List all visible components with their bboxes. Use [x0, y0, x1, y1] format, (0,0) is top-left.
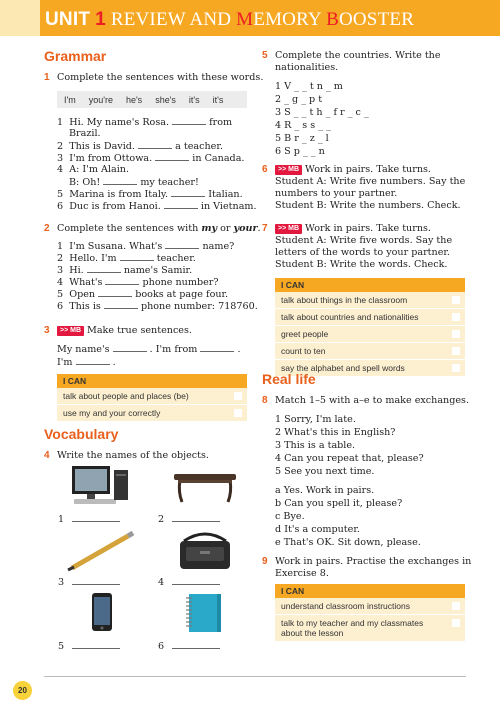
- answer-blank[interactable]: [172, 576, 220, 585]
- instruction: Student B: Write the numbers. Check.: [275, 200, 461, 211]
- answer-line: 2: [158, 513, 220, 525]
- ican-box: [57, 374, 247, 422]
- word: it's: [188, 94, 200, 105]
- answer-blank[interactable]: [104, 300, 138, 309]
- ican-row: use my and your correctly: [57, 405, 247, 422]
- answer-line: 6: [158, 640, 220, 652]
- list-item: 3 I'm from Ottowa. in Canada.: [57, 153, 245, 164]
- instruction: Student A: Write five words. Say the: [275, 235, 453, 246]
- list-item: 5 See you next time.: [275, 466, 375, 477]
- word-box: [57, 91, 247, 108]
- ican-row: talk about countries and nationalities: [275, 309, 465, 326]
- question-number: 6: [262, 164, 268, 175]
- instruction: nationalities.: [275, 62, 339, 73]
- answer-line: 1: [58, 513, 120, 525]
- pencil-icon: [66, 530, 136, 572]
- answer-blank[interactable]: [98, 288, 132, 297]
- unit-word: UNIT: [45, 9, 91, 30]
- list-item: 3 This is a table.: [275, 440, 356, 451]
- page-title: [45, 9, 414, 31]
- header-tab: [0, 0, 40, 36]
- list-item: 4 A: I'm Alain.: [57, 164, 130, 175]
- answer-blank[interactable]: [103, 176, 137, 185]
- list-item: 4 What's phone number?: [57, 277, 219, 288]
- instruction: Student A: Write five numbers. Say the: [275, 176, 466, 187]
- unit-number: 1: [95, 9, 106, 30]
- list-item: I'm .: [57, 357, 116, 368]
- list-item: 1 Hi. My name's Rosa. from: [57, 117, 233, 128]
- phone-icon: [91, 592, 113, 632]
- checkbox[interactable]: [452, 330, 460, 338]
- instruction: Complete the sentences with my or your.: [57, 223, 261, 234]
- computer-icon: [70, 464, 132, 506]
- ican-row: talk to my teacher and my classmates about the lesson: [275, 615, 465, 642]
- title-part: B: [326, 9, 339, 30]
- bag-icon: [174, 527, 236, 573]
- word: she's: [155, 94, 176, 105]
- title-part: EMORY: [253, 9, 327, 30]
- ican-box: [275, 584, 465, 642]
- answer-blank[interactable]: [105, 276, 139, 285]
- ican-header: I CAN: [57, 374, 247, 388]
- instruction: >> MB Work in pairs. Take turns.: [275, 164, 431, 176]
- answer-blank[interactable]: [164, 200, 198, 209]
- answer-blank[interactable]: [172, 513, 220, 522]
- list-item: 1 V _ _ t n _ m: [275, 81, 343, 92]
- list-item: 6 This is phone number: 718760.: [57, 301, 258, 312]
- instruction: Complete the countries. Write the: [275, 50, 441, 61]
- footer-rule: [44, 676, 466, 677]
- checkbox[interactable]: [452, 313, 460, 321]
- instruction: Match 1–5 with a–e to make exchanges.: [275, 395, 470, 406]
- answer-blank[interactable]: [138, 140, 172, 149]
- list-item: B: Oh! my teacher!: [69, 177, 199, 188]
- ican-row: talk about people and places (be): [57, 388, 247, 405]
- instruction: numbers to your partner.: [275, 188, 398, 199]
- answer-blank[interactable]: [72, 513, 120, 522]
- question-number: 9: [262, 556, 268, 567]
- page-number: 20: [13, 681, 32, 700]
- list-item: 6 Duc is from Hanoi. in Vietnam.: [57, 201, 257, 212]
- list-item: 4 Can you repeat that, please?: [275, 453, 424, 464]
- answer-blank[interactable]: [76, 356, 110, 365]
- question-number: 2: [44, 223, 50, 234]
- question-number: 4: [44, 450, 50, 461]
- vocabulary-title: Vocabulary: [44, 426, 119, 442]
- answer-blank[interactable]: [200, 343, 234, 352]
- list-item: 5 B r _ z _ l: [275, 133, 329, 144]
- answer-blank[interactable]: [165, 240, 199, 249]
- instruction: Student B: Write the words. Check.: [275, 259, 448, 270]
- list-item: 1 Sorry, I'm late.: [275, 414, 356, 425]
- ican-row: talk about things in the classroom: [275, 292, 465, 309]
- checkbox[interactable]: [452, 296, 460, 304]
- answer-line: 3: [58, 576, 120, 588]
- checkbox[interactable]: [452, 364, 460, 372]
- memory-booster-badge: >> MB: [275, 165, 302, 175]
- word: he's: [125, 94, 143, 105]
- instruction: letters of the words to your partner.: [275, 247, 450, 258]
- list-item: 4 R _ s s _ _: [275, 120, 331, 131]
- word: it's: [212, 94, 224, 105]
- answer-blank[interactable]: [172, 116, 206, 125]
- checkbox[interactable]: [452, 602, 460, 610]
- list-item: Brazil.: [69, 128, 101, 139]
- list-item: a Yes. Work in pairs.: [275, 485, 375, 496]
- table-icon: [172, 470, 238, 504]
- grammar-title: Grammar: [44, 48, 107, 64]
- list-item: 2 Hello. I'm teacher.: [57, 253, 196, 264]
- instruction: Complete the sentences with these words.: [57, 72, 264, 83]
- instruction: >> MB Make true sentences.: [57, 325, 192, 337]
- question-number: 1: [44, 72, 50, 83]
- question-number: 5: [262, 50, 268, 61]
- list-item: 3 Hi. name's Samir.: [57, 265, 193, 276]
- checkbox[interactable]: [234, 409, 242, 417]
- ican-header: I CAN: [275, 584, 465, 598]
- checkbox[interactable]: [234, 392, 242, 400]
- title-part: OOSTER: [338, 9, 415, 30]
- answer-blank[interactable]: [155, 152, 189, 161]
- ican-row: greet people: [275, 326, 465, 343]
- answer-blank[interactable]: [172, 640, 220, 649]
- answer-blank[interactable]: [113, 343, 147, 352]
- word: I'm: [64, 94, 76, 105]
- answer-blank[interactable]: [87, 264, 121, 273]
- ican-header: I CAN: [275, 278, 465, 292]
- list-item: 5 Marina is from Italy. Italian.: [57, 189, 243, 200]
- list-item: My name's . I'm from .: [57, 344, 241, 355]
- ican-row: count to ten: [275, 343, 465, 360]
- notebook-icon: [183, 592, 225, 634]
- answer-line: 5: [58, 640, 120, 652]
- question-number: 8: [262, 395, 268, 406]
- list-item: e That's OK. Sit down, please.: [275, 537, 421, 548]
- question-number: 3: [44, 325, 50, 336]
- list-item: 6 S p _ _ n: [275, 146, 325, 157]
- answer-blank[interactable]: [72, 576, 120, 585]
- instruction: Work in pairs. Practise the exchanges in: [275, 556, 472, 567]
- title-part: REVIEW AND: [110, 9, 237, 30]
- list-item: b Can you spell it, please?: [275, 498, 403, 509]
- instruction: Write the names of the objects.: [57, 450, 209, 461]
- title-part: M: [236, 9, 254, 30]
- list-item: d It's a computer.: [275, 524, 360, 535]
- memory-booster-badge: >> MB: [275, 224, 302, 234]
- question-number: 7: [262, 223, 268, 234]
- answer-blank[interactable]: [72, 640, 120, 649]
- list-item: 2 What's this in English?: [275, 427, 396, 438]
- memory-booster-badge: >> MB: [57, 326, 84, 336]
- list-item: 1 I'm Susana. What's name?: [57, 241, 235, 252]
- list-item: 5 Open books at page four.: [57, 289, 229, 300]
- checkbox[interactable]: [452, 347, 460, 355]
- answer-blank[interactable]: [171, 188, 205, 197]
- list-item: 2 This is David. a teacher.: [57, 141, 223, 152]
- ican-box: [275, 278, 465, 377]
- list-item: c Bye.: [275, 511, 305, 522]
- real-life-title: Real life: [262, 371, 316, 387]
- list-item: 2 _ g _ p t: [275, 94, 323, 105]
- checkbox[interactable]: [452, 619, 460, 627]
- word: you're: [88, 94, 113, 105]
- answer-line: 4: [158, 576, 220, 588]
- instruction: >> MB Work in pairs. Take turns.: [275, 223, 431, 235]
- ican-row: understand classroom instructions: [275, 598, 465, 615]
- instruction: Exercise 8.: [275, 568, 329, 579]
- answer-blank[interactable]: [120, 252, 154, 261]
- ican-row: say the alphabet and spell words: [275, 360, 465, 377]
- list-item: 3 S _ _ t h _ f r _ c _: [275, 107, 369, 118]
